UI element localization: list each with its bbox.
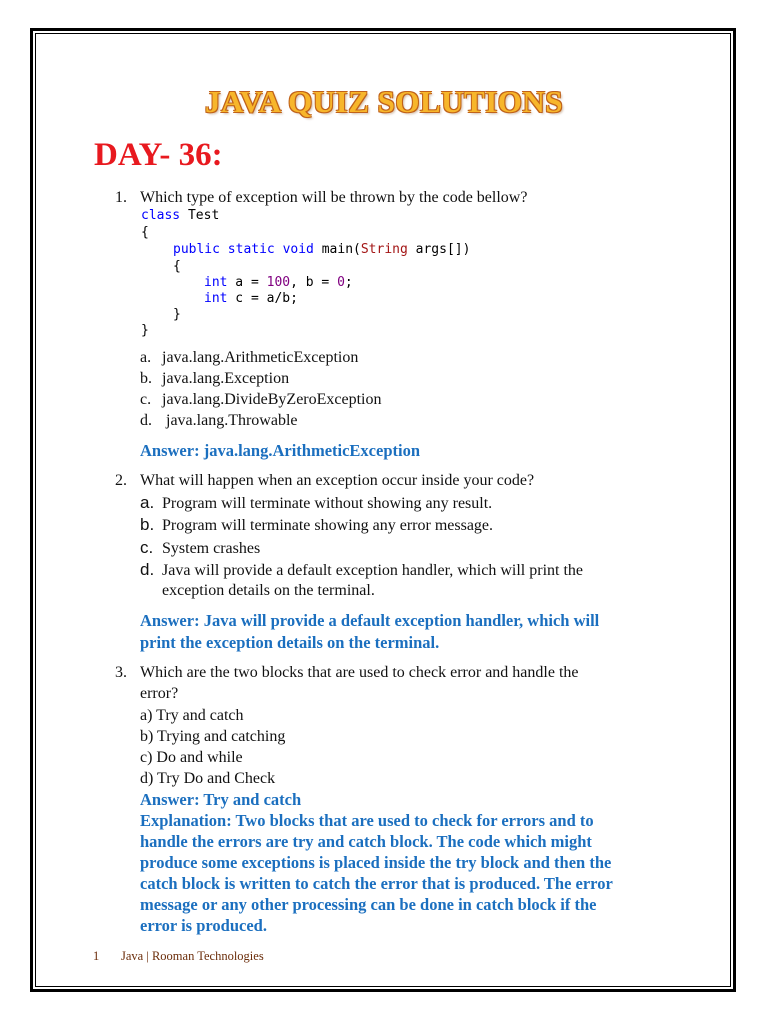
q1-answer: Answer: java.lang.ArithmeticException bbox=[140, 441, 421, 460]
code-line-8: } bbox=[141, 323, 149, 338]
code-line-2: { bbox=[141, 225, 149, 240]
question-2-text: What will happen when an exception occur inside your code? bbox=[140, 472, 535, 489]
question-1-number: 1. bbox=[115, 189, 127, 206]
q2-option-a: a. Program will terminate without showing any result. bbox=[140, 493, 493, 512]
question-3-text-line-2: error? bbox=[140, 685, 179, 702]
page-number: 1 bbox=[93, 949, 100, 963]
q3-option-c: c) Do and while bbox=[140, 749, 243, 766]
q2-answer-line-1: Answer: Java will provide a default exception handler, which will bbox=[140, 611, 600, 630]
question-3-text-line-1: Which are the two blocks that are used to check error and handle the bbox=[140, 664, 579, 681]
q2-option-b: b. Program will terminate showing any error message. bbox=[140, 515, 494, 534]
q1-option-c: c. java.lang.DivideByZeroException bbox=[140, 391, 382, 408]
code-line-1: class Test bbox=[141, 208, 220, 223]
q2-option-d: d. Java will provide a default exception handler, which will print the bbox=[140, 560, 584, 579]
q3-explanation-line-4: catch block is written to catch the error that is produced. The error bbox=[140, 874, 613, 893]
q2-option-c: c. System crashes bbox=[140, 538, 261, 557]
page-footer bbox=[93, 949, 264, 964]
q3-explanation-line-3: produce some exceptions is placed inside the try block and then the bbox=[140, 853, 612, 872]
q3-option-a: a) Try and catch bbox=[140, 707, 244, 724]
q2-option-d-cont: exception details on the terminal. bbox=[162, 582, 375, 599]
q3-option-d: d) Try Do and Check bbox=[140, 770, 276, 787]
q3-option-b: b) Trying and catching bbox=[140, 728, 286, 745]
question-3-number: 3. bbox=[115, 664, 127, 681]
q3-answer: Answer: Try and catch bbox=[140, 790, 302, 809]
question-1-text: Which type of exception will be thrown by the code bellow? bbox=[140, 189, 528, 206]
code-line-6: int c = a/b; bbox=[204, 291, 298, 306]
q3-explanation-line-6: error is produced. bbox=[140, 916, 267, 935]
question-2-number: 2. bbox=[115, 472, 127, 489]
code-line-7: } bbox=[173, 307, 181, 322]
q1-option-b: b. java.lang.Exception bbox=[140, 370, 290, 387]
q2-answer-line-2: print the exception details on the terminal. bbox=[140, 633, 440, 652]
page-title: JAVA QUIZ SOLUTIONS bbox=[204, 84, 564, 119]
code-line-5: int a = 100, b = 0; bbox=[204, 275, 353, 290]
footer-text: Java | Rooman Technologies bbox=[121, 949, 264, 963]
q1-option-a: a. java.lang.ArithmeticException bbox=[140, 349, 359, 366]
day-heading: DAY- 36: bbox=[94, 137, 223, 173]
q3-explanation-line-1: Explanation: Two blocks that are used to check for errors and to bbox=[140, 811, 594, 830]
q1-option-d: d. java.lang.Throwable bbox=[140, 412, 298, 429]
code-line-4: { bbox=[173, 259, 181, 274]
code-line-3: public static void main(String args[]) bbox=[173, 242, 471, 257]
q3-explanation-line-5: message or any other processing can be done in catch block if the bbox=[140, 895, 597, 914]
q3-explanation-line-2: handle the errors are try and catch block. The code which might bbox=[140, 832, 592, 851]
